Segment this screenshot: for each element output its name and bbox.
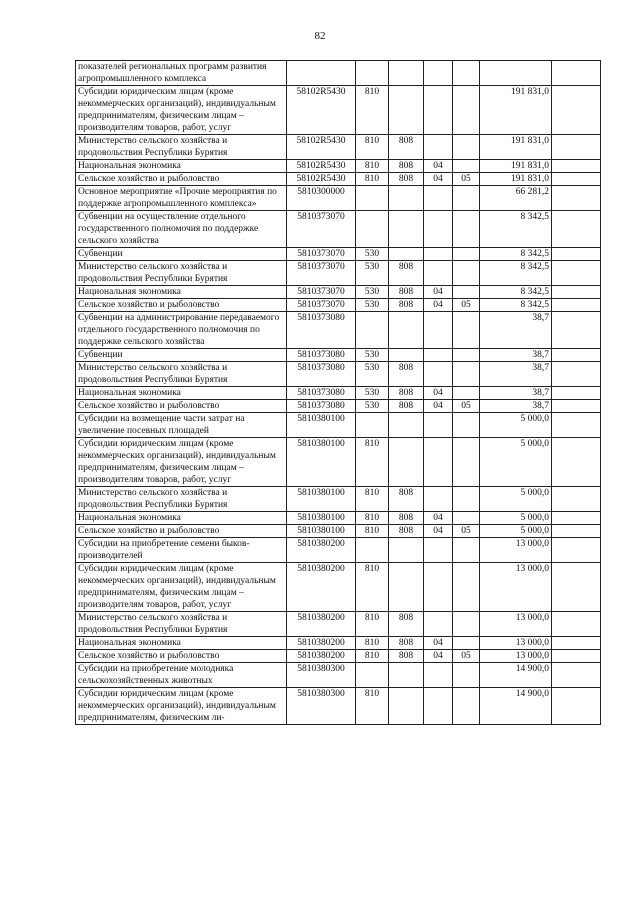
row-section-cell: [424, 261, 453, 286]
row-empty-cell: [552, 387, 601, 400]
row-amount-cell: 5 000,0: [480, 438, 552, 487]
table-row: [76, 400, 601, 413]
row-empty-cell: [552, 663, 601, 688]
row-code-cell: 5810380300: [287, 688, 356, 725]
row-subsection-cell: [453, 286, 480, 299]
row-expense-type-cell: [356, 413, 389, 438]
row-section-cell: [424, 86, 453, 135]
row-section-cell: 04: [424, 400, 453, 413]
row-subsection-cell: [453, 612, 480, 637]
table-row: [76, 487, 601, 512]
row-code-cell: 5810380200: [287, 637, 356, 650]
row-amount-cell: 38,7: [480, 400, 552, 413]
row-code-cell: 5810380100: [287, 413, 356, 438]
row-name-cell: Министерство сельского хозяйства и продовольствия Республики Бурятия: [76, 135, 287, 160]
row-code-cell: [287, 61, 356, 86]
table-row: [76, 637, 601, 650]
row-expense-type-cell: 530: [356, 286, 389, 299]
row-subsection-cell: 05: [453, 525, 480, 538]
row-admin-code-cell: [389, 312, 424, 349]
row-section-cell: [424, 688, 453, 725]
row-amount-cell: 38,7: [480, 387, 552, 400]
row-code-cell: 5810373080: [287, 349, 356, 362]
row-section-cell: [424, 487, 453, 512]
row-name-cell: Сельское хозяйство и рыболовство: [76, 525, 287, 538]
row-amount-cell: 5 000,0: [480, 512, 552, 525]
row-empty-cell: [552, 86, 601, 135]
row-section-cell: [424, 438, 453, 487]
row-code-cell: 5810380100: [287, 525, 356, 538]
row-admin-code-cell: 808: [389, 173, 424, 186]
row-amount-cell: 191 831,0: [480, 135, 552, 160]
row-amount-cell: 14 900,0: [480, 688, 552, 725]
row-section-cell: [424, 312, 453, 349]
row-amount-cell: 38,7: [480, 349, 552, 362]
row-subsection-cell: 05: [453, 173, 480, 186]
row-subsection-cell: [453, 160, 480, 173]
row-code-cell: 5810373080: [287, 312, 356, 349]
table-row: [76, 299, 601, 312]
row-admin-code-cell: [389, 688, 424, 725]
row-subsection-cell: [453, 387, 480, 400]
row-empty-cell: [552, 286, 601, 299]
table-row: [76, 186, 601, 211]
row-name-cell: Сельское хозяйство и рыболовство: [76, 299, 287, 312]
table-row: [76, 612, 601, 637]
row-name-cell: Основное мероприятие «Прочие мероприятия по поддержке агропромышленного комплекса»: [76, 186, 287, 211]
row-subsection-cell: [453, 413, 480, 438]
row-amount-cell: 5 000,0: [480, 413, 552, 438]
table-row: [76, 688, 601, 725]
row-expense-type-cell: 810: [356, 637, 389, 650]
row-subsection-cell: [453, 663, 480, 688]
row-admin-code-cell: 808: [389, 299, 424, 312]
row-admin-code-cell: [389, 413, 424, 438]
row-admin-code-cell: [389, 538, 424, 563]
row-code-cell: 58102R5430: [287, 135, 356, 160]
row-admin-code-cell: 808: [389, 362, 424, 387]
row-section-cell: [424, 61, 453, 86]
row-section-cell: 04: [424, 525, 453, 538]
row-empty-cell: [552, 312, 601, 349]
table-row: [76, 362, 601, 387]
row-expense-type-cell: 530: [356, 349, 389, 362]
row-code-cell: 5810300000: [287, 186, 356, 211]
row-section-cell: [424, 663, 453, 688]
row-empty-cell: [552, 362, 601, 387]
row-subsection-cell: [453, 688, 480, 725]
budget-table: [75, 60, 601, 725]
row-code-cell: 5810380300: [287, 663, 356, 688]
row-subsection-cell: [453, 312, 480, 349]
row-code-cell: 5810380100: [287, 438, 356, 487]
row-subsection-cell: [453, 538, 480, 563]
row-section-cell: [424, 563, 453, 612]
row-admin-code-cell: [389, 248, 424, 261]
table-row: [76, 512, 601, 525]
row-code-cell: 58102R5430: [287, 160, 356, 173]
row-admin-code-cell: 808: [389, 612, 424, 637]
row-section-cell: [424, 349, 453, 362]
row-amount-cell: 38,7: [480, 312, 552, 349]
row-code-cell: 5810380100: [287, 512, 356, 525]
row-section-cell: 04: [424, 286, 453, 299]
table-row: [76, 261, 601, 286]
row-expense-type-cell: 810: [356, 487, 389, 512]
row-name-cell: Национальная экономика: [76, 160, 287, 173]
row-amount-cell: 8 342,5: [480, 261, 552, 286]
row-section-cell: [424, 362, 453, 387]
row-name-cell: Национальная экономика: [76, 512, 287, 525]
table-row: [76, 173, 601, 186]
row-name-cell: Сельское хозяйство и рыболовство: [76, 400, 287, 413]
row-code-cell: 5810380200: [287, 538, 356, 563]
row-expense-type-cell: 810: [356, 525, 389, 538]
row-empty-cell: [552, 637, 601, 650]
row-section-cell: [424, 186, 453, 211]
row-admin-code-cell: 808: [389, 135, 424, 160]
table-row: [76, 86, 601, 135]
row-admin-code-cell: 808: [389, 400, 424, 413]
table-row: [76, 211, 601, 248]
row-admin-code-cell: 808: [389, 286, 424, 299]
row-section-cell: [424, 248, 453, 261]
row-empty-cell: [552, 135, 601, 160]
row-subsection-cell: [453, 487, 480, 512]
row-admin-code-cell: 808: [389, 650, 424, 663]
row-subsection-cell: [453, 61, 480, 86]
row-expense-type-cell: 810: [356, 650, 389, 663]
row-name-cell: Министерство сельского хозяйства и продовольствия Республики Бурятия: [76, 487, 287, 512]
row-subsection-cell: 05: [453, 299, 480, 312]
row-amount-cell: 8 342,5: [480, 248, 552, 261]
table-row: [76, 438, 601, 487]
row-section-cell: 04: [424, 173, 453, 186]
row-code-cell: 5810373070: [287, 286, 356, 299]
row-expense-type-cell: 810: [356, 173, 389, 186]
row-code-cell: 5810380200: [287, 563, 356, 612]
row-name-cell: показателей региональных программ развития агропромышленного комплекса: [76, 61, 287, 86]
row-expense-type-cell: 530: [356, 400, 389, 413]
row-amount-cell: 191 831,0: [480, 86, 552, 135]
row-name-cell: Субвенции на администрирование передаваемого отдельного государственного полномочия по поддержке сельского хозяйства: [76, 312, 287, 349]
row-name-cell: Субсидии на приобретение молодняка сельскохозяйственных животных: [76, 663, 287, 688]
row-empty-cell: [552, 299, 601, 312]
table-row: [76, 538, 601, 563]
row-subsection-cell: [453, 349, 480, 362]
row-expense-type-cell: [356, 186, 389, 211]
row-empty-cell: [552, 487, 601, 512]
row-subsection-cell: [453, 438, 480, 487]
row-admin-code-cell: [389, 349, 424, 362]
row-section-cell: [424, 413, 453, 438]
row-expense-type-cell: 810: [356, 512, 389, 525]
row-empty-cell: [552, 186, 601, 211]
row-section-cell: [424, 135, 453, 160]
row-empty-cell: [552, 612, 601, 637]
row-expense-type-cell: 530: [356, 248, 389, 261]
budget-table-body: [76, 61, 601, 725]
row-admin-code-cell: [389, 663, 424, 688]
row-expense-type-cell: 530: [356, 387, 389, 400]
row-empty-cell: [552, 525, 601, 538]
row-section-cell: 04: [424, 512, 453, 525]
row-subsection-cell: [453, 135, 480, 160]
row-subsection-cell: [453, 261, 480, 286]
row-code-cell: 58102R5430: [287, 173, 356, 186]
row-name-cell: Национальная экономика: [76, 637, 287, 650]
table-row: [76, 387, 601, 400]
row-admin-code-cell: 808: [389, 512, 424, 525]
row-name-cell: Национальная экономика: [76, 286, 287, 299]
row-amount-cell: 13 000,0: [480, 650, 552, 663]
row-name-cell: Субвенции на осуществление отдельного государственного полномочия по поддержке сельского хозяйства: [76, 211, 287, 248]
row-amount-cell: 13 000,0: [480, 563, 552, 612]
row-name-cell: Субсидии юридическим лицам (кроме некоммерческих организаций), индивидуальным предпринимателям, физическим лицам – производителям товаров, работ, услуг: [76, 86, 287, 135]
row-amount-cell: 5 000,0: [480, 525, 552, 538]
row-name-cell: Сельское хозяйство и рыболовство: [76, 173, 287, 186]
row-expense-type-cell: [356, 312, 389, 349]
table-row: [76, 286, 601, 299]
row-subsection-cell: [453, 186, 480, 211]
row-name-cell: Субсидии на возмещение части затрат на увеличение посевных площадей: [76, 413, 287, 438]
row-expense-type-cell: [356, 61, 389, 86]
table-row: [76, 248, 601, 261]
row-amount-cell: 13 000,0: [480, 637, 552, 650]
row-amount-cell: 13 000,0: [480, 538, 552, 563]
row-admin-code-cell: 808: [389, 387, 424, 400]
row-empty-cell: [552, 438, 601, 487]
row-expense-type-cell: 810: [356, 563, 389, 612]
row-amount-cell: 38,7: [480, 362, 552, 387]
row-name-cell: Национальная экономика: [76, 387, 287, 400]
row-empty-cell: [552, 413, 601, 438]
table-row: [76, 650, 601, 663]
row-subsection-cell: [453, 512, 480, 525]
table-row: [76, 312, 601, 349]
row-empty-cell: [552, 650, 601, 663]
row-empty-cell: [552, 173, 601, 186]
table-row: [76, 61, 601, 86]
row-expense-type-cell: 810: [356, 160, 389, 173]
row-code-cell: 5810380200: [287, 612, 356, 637]
row-empty-cell: [552, 261, 601, 286]
row-empty-cell: [552, 400, 601, 413]
row-empty-cell: [552, 61, 601, 86]
row-code-cell: 5810373080: [287, 400, 356, 413]
row-admin-code-cell: [389, 86, 424, 135]
row-name-cell: Министерство сельского хозяйства и продовольствия Республики Бурятия: [76, 261, 287, 286]
row-amount-cell: [480, 61, 552, 86]
row-code-cell: 58102R5430: [287, 86, 356, 135]
row-expense-type-cell: [356, 538, 389, 563]
row-amount-cell: 191 831,0: [480, 160, 552, 173]
row-name-cell: Субсидии на приобретение семени быков-производителей: [76, 538, 287, 563]
table-row: [76, 160, 601, 173]
row-code-cell: 5810373070: [287, 299, 356, 312]
row-name-cell: Сельское хозяйство и рыболовство: [76, 650, 287, 663]
row-admin-code-cell: 808: [389, 160, 424, 173]
row-expense-type-cell: 530: [356, 261, 389, 286]
row-expense-type-cell: 530: [356, 299, 389, 312]
row-admin-code-cell: [389, 563, 424, 612]
row-subsection-cell: [453, 211, 480, 248]
row-name-cell: Субвенции: [76, 248, 287, 261]
row-name-cell: Субсидии юридическим лицам (кроме некоммерческих организаций), индивидуальным предпринимателям, физическим лицам – производителям товаров, работ, услуг: [76, 438, 287, 487]
row-empty-cell: [552, 512, 601, 525]
row-code-cell: 5810373080: [287, 362, 356, 387]
row-amount-cell: 14 900,0: [480, 663, 552, 688]
table-row: [76, 525, 601, 538]
row-amount-cell: 8 342,5: [480, 211, 552, 248]
row-subsection-cell: 05: [453, 650, 480, 663]
row-empty-cell: [552, 349, 601, 362]
table-row: [76, 349, 601, 362]
row-expense-type-cell: 810: [356, 688, 389, 725]
row-expense-type-cell: [356, 663, 389, 688]
row-empty-cell: [552, 211, 601, 248]
row-empty-cell: [552, 248, 601, 261]
row-empty-cell: [552, 688, 601, 725]
row-section-cell: 04: [424, 299, 453, 312]
row-admin-code-cell: [389, 61, 424, 86]
row-amount-cell: 8 342,5: [480, 286, 552, 299]
row-subsection-cell: [453, 248, 480, 261]
row-expense-type-cell: 810: [356, 612, 389, 637]
row-code-cell: 5810373070: [287, 261, 356, 286]
row-section-cell: 04: [424, 160, 453, 173]
row-name-cell: Субвенции: [76, 349, 287, 362]
row-amount-cell: 66 281,2: [480, 186, 552, 211]
row-empty-cell: [552, 160, 601, 173]
row-name-cell: Субсидии юридическим лицам (кроме некоммерческих организаций), индивидуальным предпринимателям, физическим лицам – производителям товаров, работ, услуг: [76, 563, 287, 612]
row-section-cell: [424, 538, 453, 563]
row-admin-code-cell: 808: [389, 487, 424, 512]
row-section-cell: 04: [424, 650, 453, 663]
row-code-cell: 5810373080: [287, 387, 356, 400]
row-name-cell: Министерство сельского хозяйства и продовольствия Республики Бурятия: [76, 362, 287, 387]
row-empty-cell: [552, 563, 601, 612]
row-section-cell: [424, 612, 453, 637]
row-subsection-cell: [453, 86, 480, 135]
row-subsection-cell: [453, 637, 480, 650]
row-expense-type-cell: [356, 211, 389, 248]
row-admin-code-cell: [389, 438, 424, 487]
row-amount-cell: 8 342,5: [480, 299, 552, 312]
row-subsection-cell: [453, 563, 480, 612]
table-row: [76, 413, 601, 438]
row-section-cell: [424, 211, 453, 248]
row-code-cell: 5810380200: [287, 650, 356, 663]
row-section-cell: 04: [424, 387, 453, 400]
row-empty-cell: [552, 538, 601, 563]
row-code-cell: 5810373070: [287, 211, 356, 248]
row-name-cell: Министерство сельского хозяйства и продовольствия Республики Бурятия: [76, 612, 287, 637]
row-code-cell: 5810380100: [287, 487, 356, 512]
row-expense-type-cell: 810: [356, 135, 389, 160]
row-admin-code-cell: [389, 211, 424, 248]
row-code-cell: 5810373070: [287, 248, 356, 261]
row-expense-type-cell: 530: [356, 362, 389, 387]
row-subsection-cell: 05: [453, 400, 480, 413]
row-section-cell: 04: [424, 637, 453, 650]
row-expense-type-cell: 810: [356, 438, 389, 487]
row-amount-cell: 191 831,0: [480, 173, 552, 186]
page-number: 82: [314, 30, 326, 42]
row-admin-code-cell: 808: [389, 261, 424, 286]
row-admin-code-cell: [389, 186, 424, 211]
row-expense-type-cell: 810: [356, 86, 389, 135]
row-subsection-cell: [453, 362, 480, 387]
table-row: [76, 663, 601, 688]
row-name-cell: Субсидии юридическим лицам (кроме некоммерческих организаций), индивидуальным предпринимателям, физическим ли-: [76, 688, 287, 725]
table-row: [76, 135, 601, 160]
table-row: [76, 563, 601, 612]
row-admin-code-cell: 808: [389, 637, 424, 650]
row-amount-cell: 13 000,0: [480, 612, 552, 637]
row-admin-code-cell: 808: [389, 525, 424, 538]
row-amount-cell: 5 000,0: [480, 487, 552, 512]
